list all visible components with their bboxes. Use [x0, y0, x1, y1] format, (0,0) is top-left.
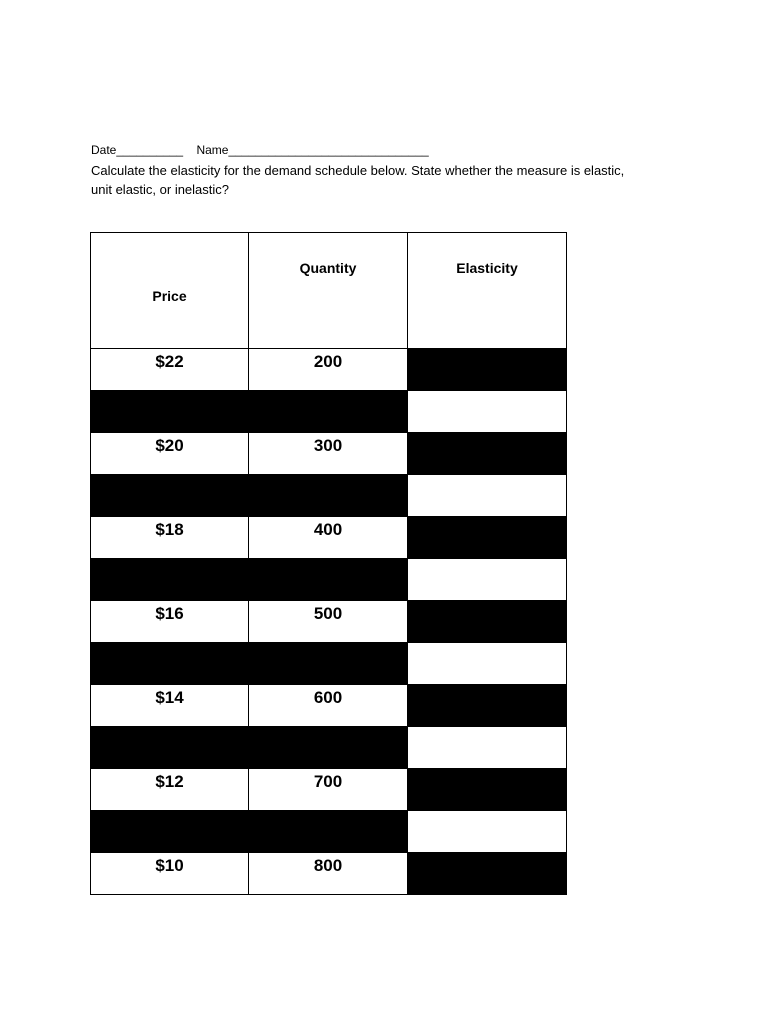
data-row	[91, 349, 567, 391]
elasticity-answer-cell[interactable]	[408, 727, 567, 769]
data-row	[91, 601, 567, 643]
demand-schedule-table	[90, 232, 567, 895]
elasticity-answer-cell[interactable]	[408, 643, 567, 685]
price-cell: $20	[91, 433, 249, 475]
elasticity-answer-cell[interactable]	[408, 811, 567, 853]
blocked-cell	[91, 391, 249, 433]
blocked-cell	[91, 727, 249, 769]
header-row	[91, 233, 567, 349]
elasticity-header: Elasticity	[408, 233, 567, 349]
name-label: Name______________________________	[196, 143, 429, 157]
data-row	[91, 517, 567, 559]
elasticity-answer-cell[interactable]	[408, 559, 567, 601]
elasticity-row	[91, 811, 567, 853]
elasticity-row	[91, 391, 567, 433]
price-cell: $12	[91, 769, 249, 811]
data-row	[91, 853, 567, 895]
blocked-cell	[249, 559, 408, 601]
price-cell: $14	[91, 685, 249, 727]
quantity-header: Quantity	[249, 233, 408, 349]
blocked-cell	[91, 559, 249, 601]
elasticity-blocked-cell	[408, 601, 567, 643]
blocked-cell	[249, 727, 408, 769]
instructions-line-1: Calculate the elasticity for the demand schedule below. State whether the measure is elastic,	[91, 163, 625, 178]
date-label: Date__________	[91, 143, 184, 157]
price-header: Price	[91, 233, 249, 349]
price-cell: $22	[91, 349, 249, 391]
quantity-cell: 200	[249, 349, 408, 391]
data-row	[91, 769, 567, 811]
elasticity-blocked-cell	[408, 517, 567, 559]
blocked-cell	[91, 643, 249, 685]
elasticity-row	[91, 475, 567, 517]
blocked-cell	[249, 811, 408, 853]
quantity-cell: 300	[249, 433, 408, 475]
elasticity-blocked-cell	[408, 349, 567, 391]
header-line	[91, 143, 429, 157]
quantity-cell: 400	[249, 517, 408, 559]
price-cell: $10	[91, 853, 249, 895]
data-row	[91, 685, 567, 727]
blocked-cell	[91, 475, 249, 517]
elasticity-row	[91, 559, 567, 601]
elasticity-answer-cell[interactable]	[408, 475, 567, 517]
price-cell: $16	[91, 601, 249, 643]
quantity-cell: 600	[249, 685, 408, 727]
blocked-cell	[91, 811, 249, 853]
instructions-line-2: unit elastic, or inelastic?	[91, 182, 230, 197]
blocked-cell	[249, 391, 408, 433]
quantity-cell: 700	[249, 769, 408, 811]
elasticity-row	[91, 643, 567, 685]
elasticity-blocked-cell	[408, 433, 567, 475]
data-row	[91, 433, 567, 475]
elasticity-answer-cell[interactable]	[408, 391, 567, 433]
blocked-cell	[249, 643, 408, 685]
blocked-cell	[249, 475, 408, 517]
elasticity-row	[91, 727, 567, 769]
elasticity-blocked-cell	[408, 769, 567, 811]
instructions	[91, 161, 691, 199]
elasticity-blocked-cell	[408, 853, 567, 895]
elasticity-blocked-cell	[408, 685, 567, 727]
price-cell: $18	[91, 517, 249, 559]
quantity-cell: 800	[249, 853, 408, 895]
quantity-cell: 500	[249, 601, 408, 643]
